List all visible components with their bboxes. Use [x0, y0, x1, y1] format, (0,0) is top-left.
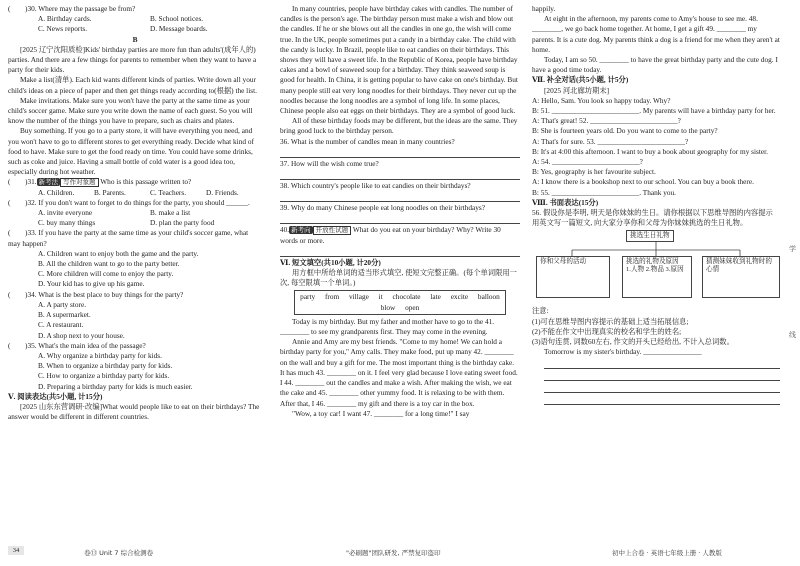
answer-line[interactable] [280, 213, 520, 224]
q31: ( )31. 新考法 写作对象题 Who is this passage written to? [8, 177, 192, 187]
passage-r-p1: [2025 山东东营调研·改编]What would people like to eat on their birthdays? The answer would be different in different countries. [8, 401, 260, 422]
cloze-p1: Today is my birthday. But my father and mother have to go to the 41. ________ to see my grandparents first. They may come in the evening. [280, 316, 495, 337]
answer-line[interactable] [280, 147, 520, 158]
cloze-p2: Annie and Amy are my best friends. "Come to my home! We can hold a birthday party for you," Amy calls. They make food, put up many 42. ________ on the wall and buy a gift for me. The most important thing is the birthday cake. It has much 43. ________ on it. I feel very glad because I love eating sweet food. I 44. ________ out the candles and make a wish. After making the wish, we eat the cake and 45. ________ other yummy food. It is relaxing to be with them. After that, I 46. ________ my gift and there is a toy car in the box. [280, 337, 518, 408]
option: A. Birthday cards. [38, 14, 92, 24]
q38: 38. Which country's people like to eat candies on their birthdays? [280, 181, 471, 191]
option: D. Friends. [206, 187, 239, 197]
option: D. A shop next to your house. [38, 330, 125, 340]
note-item: (2)不能在作文中出现真实的校名和学生的姓名; [532, 326, 682, 336]
dialogue-line: A: Hello, Sam. You look so happy today. Why? [532, 95, 671, 105]
q37: 37. How will the wish come true? [280, 158, 379, 168]
cloze-p5: At eight in the afternoon, my parents come to Amy's house to see me. 48. ________, we go back home together. At home, I get a gift 49. ________ my parents. It is a cute dog. My parents think a dog is a friend for me when they aren't at home. [532, 14, 780, 54]
passage-b-p3: Make invitations. Make sure you won't have the party at the same time as your child's soccer game. Make sure you write down the name of each guest. So you will know the number of the things you have to prepare, such as chairs and plates. [8, 95, 253, 126]
source-note: [2025 河北廊坊期末] [544, 85, 610, 95]
section-8-heading: Ⅷ. 书面表达(15分) [532, 197, 599, 207]
cloze-p3: "Wow, a toy car! I want 47. ________ for a long time!" I say [292, 408, 470, 418]
column-middle [280, 4, 520, 419]
option: A. Children want to enjoy both the game and the party. [38, 248, 199, 258]
mind-map [532, 230, 780, 304]
section-b-heading: B [132, 34, 138, 44]
question-type-badge: 写作对象题 [60, 178, 99, 187]
footer-left: 卷⑬ Unit 7 综合检测卷 [84, 549, 154, 557]
dialogue-line: B: It's at 4:00 this afternoon. I want to buy a book about geography for my sister. [532, 146, 768, 156]
dialogue-line: A: That's for sure. 53. ________________________? [532, 136, 689, 146]
q34: ( )34. What is the best place to buy things for the party? [8, 289, 184, 299]
mind-map-center: 挑选生日礼物 [626, 230, 674, 242]
option: B. When to organize a birthday party for kids. [38, 361, 173, 371]
option: B. A supermarket. [38, 310, 91, 320]
page-number: 34 [8, 546, 24, 555]
option: C. Teachers. [150, 187, 187, 197]
dialogue-line: A: That's great! 52. ________________________? [532, 116, 681, 126]
new-method-badge: 新考法 [38, 178, 59, 187]
cloze-p4: happily. [532, 4, 556, 13]
cloze-p6: Today, I am so 50. ________ to have the great birthday party and the cute dog. I have a good time today. [532, 55, 778, 75]
note-item: (1)可在思维导图内容提示的基础上适当拓展信息; [532, 316, 689, 326]
option: C. A restaurant. [38, 320, 84, 330]
answer-line[interactable] [280, 246, 520, 257]
option: D. Message boards. [150, 24, 208, 34]
dialogue-line: B: She is fourteen years old. Do you want to come to the party? [532, 126, 718, 136]
option: D. plan the party food [150, 218, 215, 228]
q32: ( )32. If you don't want to forget to do things for the party, you should ______. [8, 197, 250, 207]
q30: ( )30. Where may the passage be from? [8, 4, 136, 13]
footer-right: 初中上合卷 · 英语七年级上册 · 人教版 [612, 549, 722, 557]
option: D. Your kid has to give up his game. [38, 279, 145, 289]
mind-map-left: 你和父母的活动 [536, 256, 610, 298]
passage-b-p1: [2025 辽宁沈阳质检]Kids' birthday parties are more fun than adults'(成年人的) parties. And there are a few things for parents to remember when they want to have a party for their kids. [8, 44, 257, 75]
mind-map-middle: 挑选的礼物及原因 1.人物 2.物品 3.原因 [622, 256, 692, 298]
section-6-instructions: 用方框中所给单词的适当形式填空, 使短文完整正确。(每个单词限用一次, 每空限填一个单词。) [280, 268, 517, 288]
dialogue-line: A: 54. ________________________? [532, 157, 643, 167]
section-6-heading: Ⅵ. 短文填空(共10小题, 计20分) [280, 257, 381, 267]
option: A. Children. [38, 187, 75, 197]
note-item: (3)语句连贯, 词数60左右, 作文的开头已经给出, 不计入总词数。 [532, 337, 734, 347]
dialogue-line: A: I know there is a bookshop next to our school. You can buy a book there. [532, 177, 754, 187]
option: D. Preparing a birthday party for kids is much easier. [38, 381, 193, 391]
essay-line[interactable] [544, 369, 780, 381]
dialogue-line: B: Yes, geography is her favourite subject. [532, 167, 656, 177]
dialogue-line: B: 51. ________________________. My parents will have a birthday party for her. [532, 106, 776, 116]
reading-p1: In many countries, people have birthday cakes with candles. The number of candles is the person's age. The birthday person must make a wish and blow out the candles. If he or she blows out all the candles in one go, the wish will come true. In the UK, people sometimes put a candy in a birthday cake. The child with the candy is lucky. In Brazil, people like to eat candies on their birthdays. This shows they will have a sweet life. In the Republic of Korea, people have birthday cakes and a bowl of seaweed soup for a birthday. They think seaweed soup is good for health. In China, it is getting popular to have cake on one's birthday. But many people still eat very long noodles for their birthdays. They never cut up the noodles because the long noodles are a symbol of long life. In some places, Chinese people also eat eggs on their birthdays. They are a symbol of good luck. [280, 4, 518, 116]
q35: ( )35. What's the main idea of the passage? [8, 340, 146, 350]
column-right [532, 4, 780, 405]
option: B. Parents. [94, 187, 126, 197]
section-7-heading: Ⅶ. 补全对话(共5小题, 计5分) [532, 75, 629, 85]
footer-middle: "必刷题"团队研发, 严禁复印盗印 [346, 549, 441, 557]
mind-map-right: 猜测妹妹收到礼物时的心情 [702, 256, 780, 298]
column-left [8, 4, 262, 422]
q40: 40. 新考向 开放性试题 What do you eat on your birthday? Why? Write 30 words or more. [280, 225, 501, 245]
dialogue-line: B: 55. ________________________. Thank you. [532, 187, 676, 197]
margin-mark: 学 [789, 245, 796, 253]
option: A. A party store. [38, 299, 87, 309]
q36: 36. What is the number of candles mean in many countries? [280, 136, 455, 146]
option: A. Why organize a birthday party for kids. [38, 350, 162, 360]
passage-b-p4: Buy something. If you go to a party store, it will have everything you need, and you won't have to go to different stores to get everything ready. Decide what kind of food to have. Make sure to get the food ready on time. You could have some drinks, such as coke and juice. Having a small bottle of cold water is a good idea too, especially during hot weather. [8, 126, 254, 177]
notes-heading: 注意: [532, 306, 549, 316]
option: C. More children will come to enjoy the party. [38, 269, 174, 279]
essay-line[interactable] [544, 357, 780, 369]
option: A. invite everyone [38, 208, 93, 218]
q39: 39. Why do many Chinese people eat long noodles on their birthdays? [280, 203, 485, 213]
passage-b-p2: Make a list(清单). Each kid wants different kinds of parties. Write down all your child's ideas on a piece of paper and then get things ready according to(根据) the list. [8, 75, 257, 95]
option: C. How to organize a birthday party for kids. [38, 371, 170, 381]
margin-mark: 线 [789, 331, 796, 339]
option: B. make a list [150, 208, 191, 218]
answer-line[interactable] [280, 169, 520, 180]
essay-line[interactable] [544, 381, 780, 393]
option: B. School notices. [150, 14, 204, 24]
section-5-heading: Ⅴ. 阅读表达(共5小题, 计15分) [8, 391, 103, 401]
q33: ( )33. If you have the party at the same time as your child's soccer game, what may happen? [8, 228, 249, 248]
word-bank: party from village it chocolate late excite balloon blow open [294, 290, 506, 314]
answer-line[interactable] [280, 191, 520, 202]
reading-p2: All of these birthday foods may be different, but the ideas are the same. They bring good luck to the birthday person. [280, 116, 518, 136]
essay-start: Tomorrow is my sister's birthday. ________________ [544, 347, 702, 357]
essay-line[interactable] [544, 393, 780, 405]
option: C. buy many things [38, 218, 96, 228]
option: B. All the children want to go to the party better. [38, 259, 180, 269]
new-direction-badge: 新考向 [291, 226, 311, 235]
question-type-badge: 开放性试题 [313, 226, 352, 235]
option: C. News reports. [38, 24, 88, 34]
q56: 56. 假设你是李明, 明天是你妹妹的生日。请你根据以下思维导图的内容提示用英文写一篇短文, 向大家分享你和父母为你妹妹挑选的生日礼物。 [532, 208, 773, 228]
